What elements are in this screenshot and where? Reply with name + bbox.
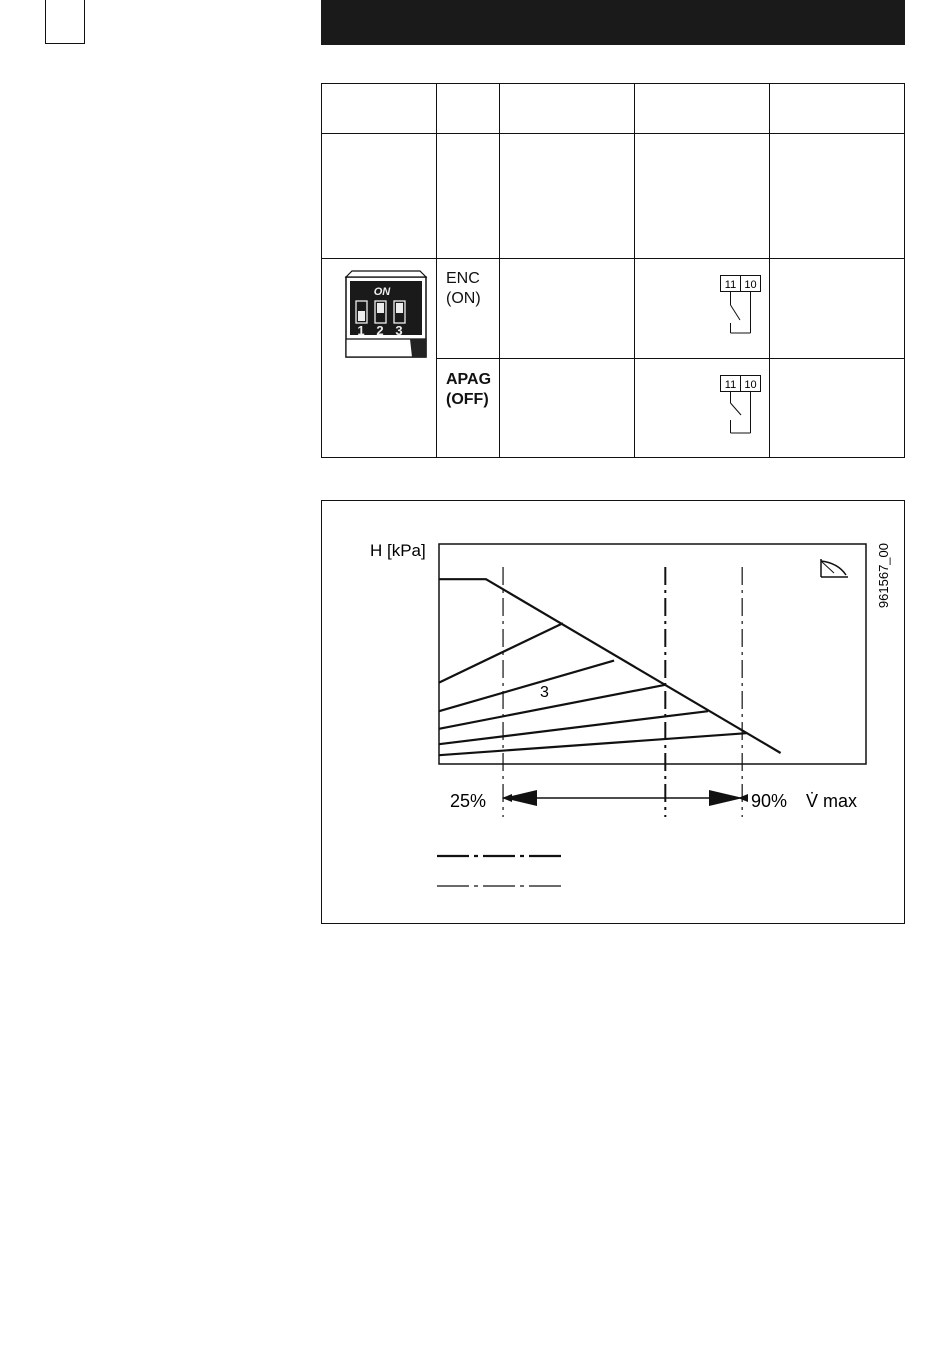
dip-number: 2 [376, 323, 384, 338]
relay-terminal-label: 10 [744, 279, 757, 291]
header-bar [321, 0, 905, 45]
table-col-divider [499, 84, 500, 457]
relay-contact-icon [720, 275, 765, 337]
mode-label-off: APAG (OFF) [446, 371, 492, 408]
chart-svg [322, 501, 904, 923]
dip-on-label: ON [373, 286, 391, 298]
settings-table [321, 83, 905, 458]
mode-label-on: ENC (ON) [446, 270, 481, 307]
page-tab [45, 0, 85, 44]
relay-terminal-label: 10 [744, 379, 757, 391]
dip-number: 3 [395, 323, 403, 338]
range-label-max: 90% [751, 791, 788, 811]
range-arrow-head-right [709, 790, 743, 806]
relay-terminal-label: 11 [724, 379, 737, 391]
figure-id: 961567_00 [876, 543, 891, 609]
relay-terminal-label: 11 [724, 279, 737, 291]
table-col-divider [634, 84, 635, 457]
table-col-divider [769, 84, 770, 457]
range-label-min: 25% [450, 791, 487, 811]
y-axis-label: H [kPa] [370, 541, 426, 560]
curve-label: 3 [540, 684, 549, 701]
table-cell-dip-switch [322, 259, 436, 359]
table-row-divider [322, 133, 904, 134]
dip-switch-icon [338, 269, 434, 359]
pump-curve-chart [321, 500, 905, 924]
range-arrow-head-left [503, 790, 537, 806]
table-row-divider [436, 358, 904, 359]
dip-number: 1 [357, 323, 365, 338]
table-col-divider [436, 84, 437, 457]
relay-contact-icon [720, 375, 765, 437]
x-axis-label: V̇ max [806, 791, 858, 811]
